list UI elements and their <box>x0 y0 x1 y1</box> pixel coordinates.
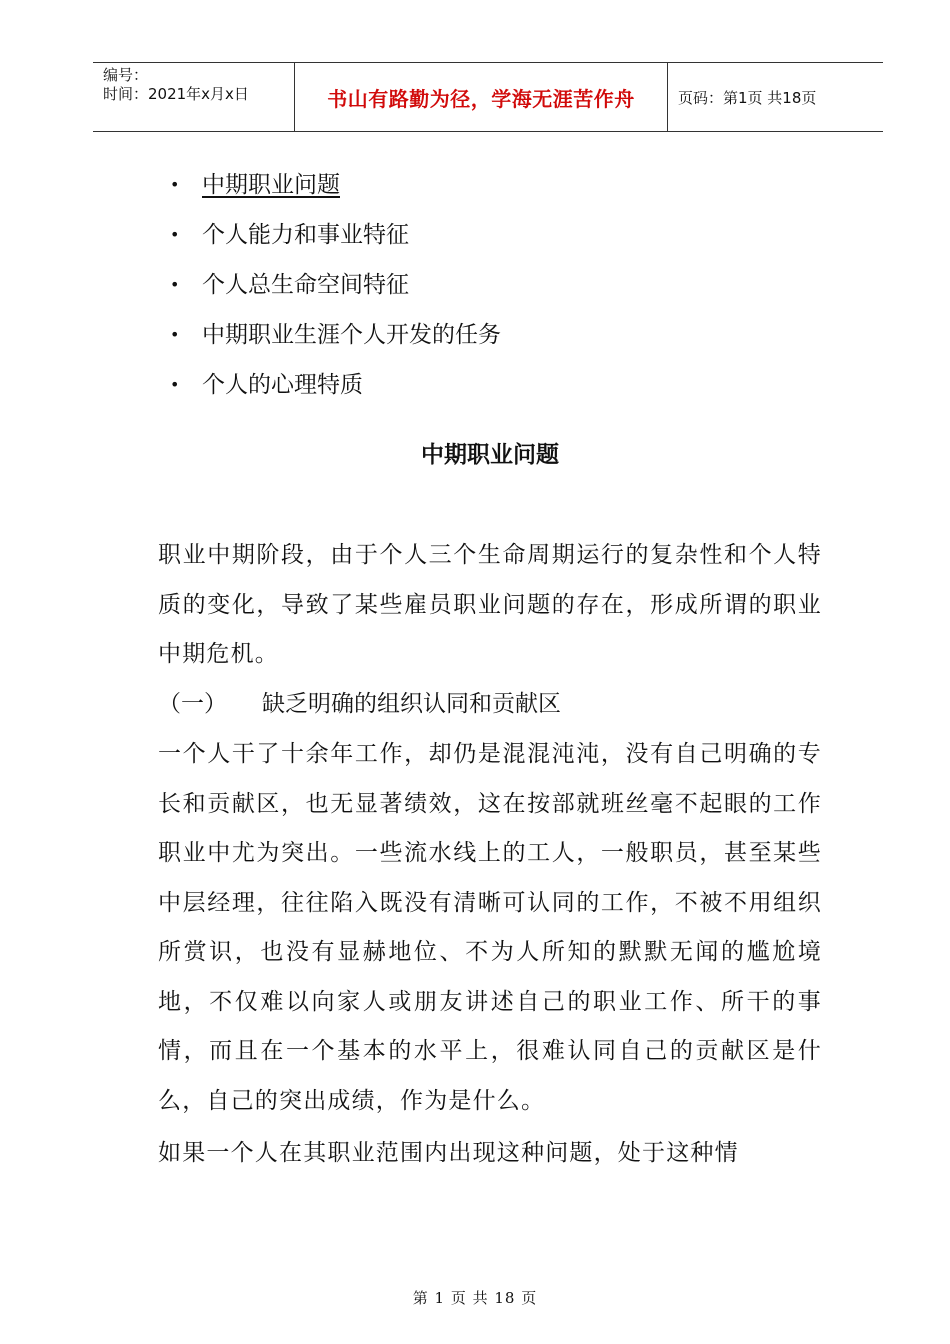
toc-item[interactable] <box>170 160 501 210</box>
bullet-icon: • <box>170 325 180 344</box>
body-paragraph: 如果一个人在其职业范围内出现这种问题，处于这种情 <box>158 1140 739 1166</box>
intro-paragraph: 职业中期阶段，由于个人三个生命周期运行的复杂性和个人特质的变化，导致了某些雇员职业问题的存在，形成所谓的职业中期危机。 <box>158 542 822 667</box>
toc-item <box>170 210 501 260</box>
page-footer: 第 1 页 共 18 页 <box>412 1289 538 1307</box>
bullet-icon: • <box>170 225 180 244</box>
bullet-icon: • <box>170 275 180 294</box>
subsection-number: （一） <box>158 690 227 717</box>
toc-list <box>170 160 501 410</box>
toc-item <box>170 260 501 310</box>
doc-number-label: 编号： <box>103 66 149 84</box>
bullet-icon: • <box>170 375 180 394</box>
header-motto: 书山有路勤为径，学海无涯苦作舟 <box>295 63 668 131</box>
body-paragraph: 一个人干了十余年工作，却仍是混混沌沌，没有自己明确的专长和贡献区，也无显著绩效，这在按部就班丝毫不起眼的工作职业中尤为突出。一些流水线上的工人，一般职员，甚至某些中层经理，往往陷入既没有清晰可认同的工作，不被不用组织所赏识，也没有显赫地位、不为人所知的默默无闻的尴尬境地，不仅难以向家人或朋友讲述自己的职业工作、所干的事情，而且在一个基本的水平上，很难认同自己的贡献区是什么，自己的突出成绩，作为是什么。 <box>158 741 822 1114</box>
section-heading: 中期职业问题 <box>421 442 559 468</box>
toc-link[interactable]: 中期职业问题 <box>202 172 340 198</box>
body-text <box>158 531 822 1179</box>
toc-text: 个人的心理特质 <box>202 372 363 398</box>
doc-time-label: 时间：2021年x月x日 <box>103 85 249 103</box>
toc-text: 个人能力和事业特征 <box>202 222 409 248</box>
page-header <box>93 62 883 132</box>
toc-text: 个人总生命空间特征 <box>202 272 409 298</box>
toc-item <box>170 310 501 360</box>
toc-text: 中期职业生涯个人开发的任务 <box>202 322 501 348</box>
bullet-icon: • <box>170 175 180 194</box>
toc-item <box>170 360 501 410</box>
header-meta <box>93 63 295 131</box>
subsection-title: 缺乏明确的组织认同和贡献区 <box>262 690 561 717</box>
subsection-heading <box>158 680 822 730</box>
header-page-number: 页码：第1页 共18页 <box>678 88 817 107</box>
